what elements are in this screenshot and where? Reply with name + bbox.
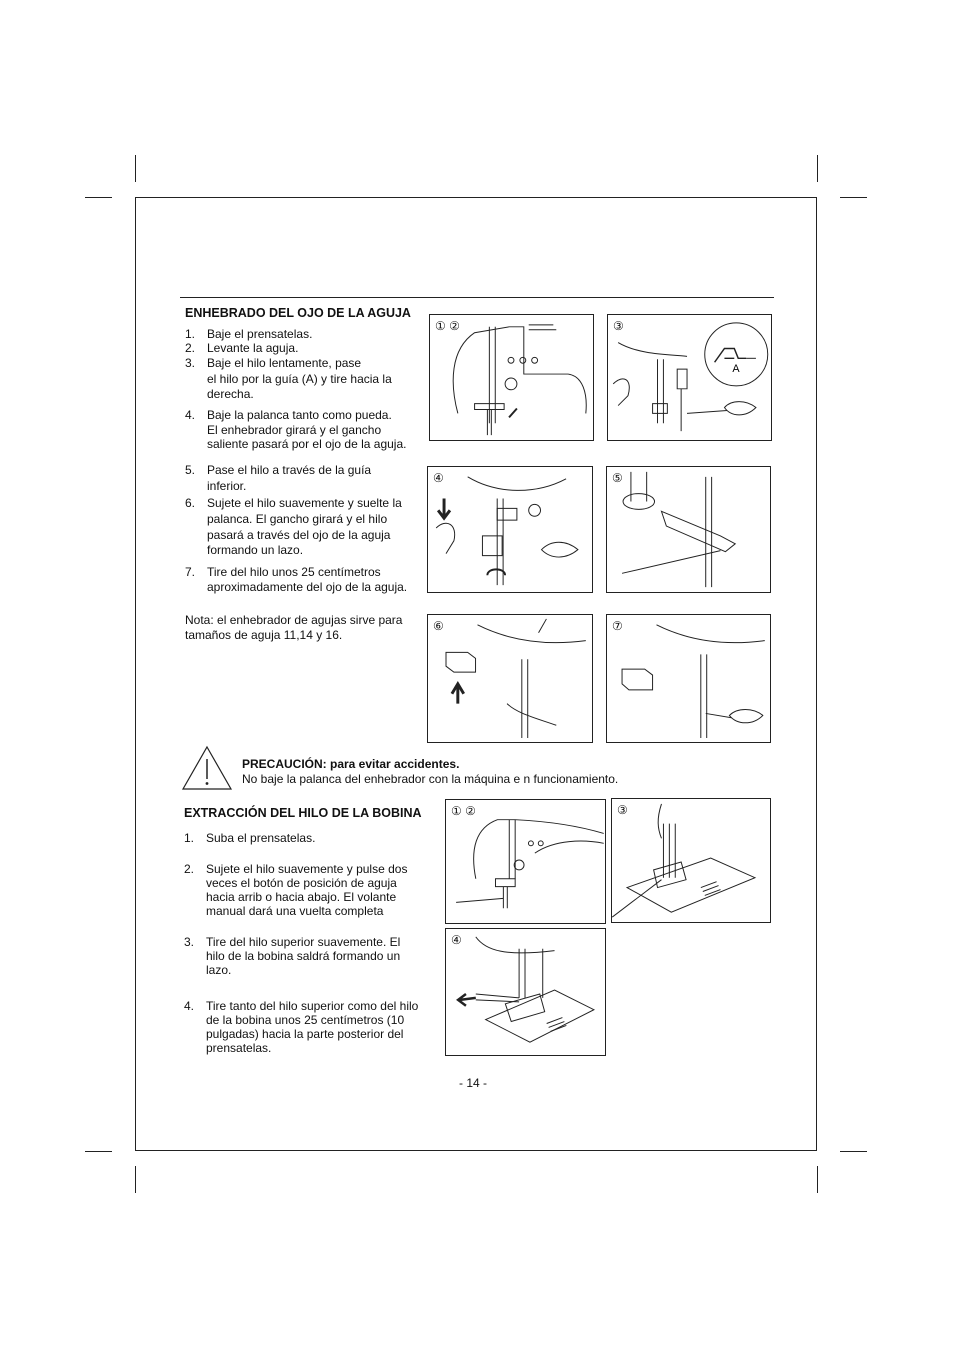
presser-foot-plate-illustration (612, 799, 770, 922)
figure-step-1-2: ① ② (429, 314, 594, 441)
page-number: - 14 - (459, 1076, 488, 1090)
crop-mark (135, 155, 136, 182)
caution-text: No baje la palanca del enhebrador con la máquina e n funcionamiento. (242, 772, 619, 786)
figure-bobbin-step-3: ③ (611, 798, 771, 923)
figure-step-7: ⑦ (606, 614, 771, 743)
threader-lever-illustration (428, 467, 592, 592)
warning-triangle-icon (181, 745, 233, 791)
figure-step-4: ④ (427, 466, 593, 593)
crop-mark (817, 155, 818, 182)
machine-head-bobbin-illustration (446, 800, 605, 923)
manual-page: ENHEBRADO DEL OJO DE LA AGUJA 1. Baje el prensatelas. 2. Levante la aguja. 3. Baje el hilo lentamente, pase el hilo por la guía (A) y tire hacia la derecha. 4. Baje la palanca tanto como pueda. El enhebrador girará y el gancho saliente pasará por el ojo de la aguja. 5. Pase el hilo a través de la guía inferior. 6. Sujete el hilo suavemente y suelte la palanca. El gancho girará y el hilo pasará a través del ojo de la aguja formando un lazo. 7. Tire del hilo unos 25 centímetros aproximadamente del ojo de la aguja. Nota: el enhebrador de agujas sirve para tamaños de aguja 11,14 y 16. ① ② ③ A ④ ⑤ ⑥ ⑦ PRECAUCIÓN: para evitar accidentes. No baje la palanca del enhebrador con la máquina e n funcionamiento. EXTRACCIÓN DEL HILO DE LA BOBINA 1. Suba el prensatelas. 2. Sujete el hilo suavemente y pulse dos veces el botón de posición de aguja hacia arrib o hacia abajo. El volante manual dará una vuelta completa 3. Tire del hilo superior suavemente. El hilo de la bobina saldrá formando un lazo. 4. Tire tanto del hilo superior como del hilo de la bobina unos 25 centímetros (10 pulgadas) hacia la parte posterior del prensatelas. ① ② ③ ④ - 14 - (0, 0, 954, 1350)
caution-title: PRECAUCIÓN: para evitar accidentes. (242, 757, 460, 771)
figure-step-5: ⑤ (606, 466, 771, 593)
lower-guide-illustration (607, 467, 770, 592)
pull-threads-back-illustration (446, 929, 605, 1055)
sewing-machine-head-illustration (430, 315, 593, 440)
crop-mark (85, 197, 112, 198)
crop-mark (840, 197, 867, 198)
thread-loop-illustration (428, 615, 592, 742)
pull-thread-illustration (607, 615, 770, 742)
figure-step-6: ⑥ (427, 614, 593, 743)
crop-mark (840, 1151, 867, 1152)
figure-bobbin-step-4: ④ (445, 928, 606, 1056)
section-title-bobbin-thread: EXTRACCIÓN DEL HILO DE LA BOBINA (184, 806, 422, 820)
crop-mark (85, 1151, 112, 1152)
note-needle-sizes: Nota: el enhebrador de agujas sirve para tamaños de aguja 11,14 y 16. (185, 613, 403, 642)
section-title-needle-threading: ENHEBRADO DEL OJO DE LA AGUJA (185, 306, 411, 320)
thread-guide-illustration (608, 315, 771, 440)
figure-bobbin-step-1-2: ① ② (445, 799, 606, 924)
section-rule (180, 297, 774, 298)
guide-marker-label: A (732, 363, 740, 376)
crop-mark (135, 1166, 136, 1193)
crop-mark (817, 1166, 818, 1193)
figure-step-3: ③ A (607, 314, 772, 441)
